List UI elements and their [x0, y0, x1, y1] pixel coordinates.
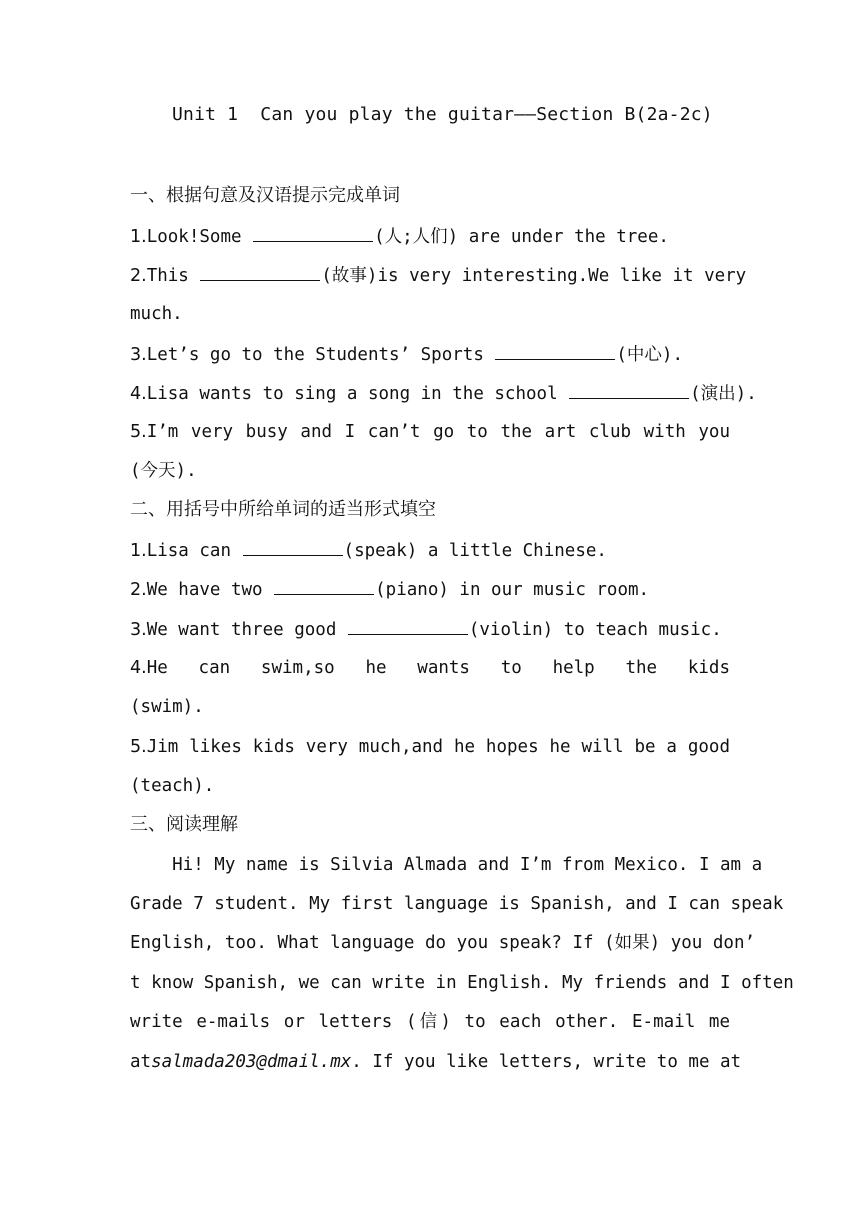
reading-passage-line: [130, 1049, 742, 1075]
part2-question-5-continued: (teach).: [130, 776, 215, 796]
question-text: (violin) to teach music.: [468, 620, 722, 640]
question-number: 5.: [130, 422, 147, 442]
section-1-heading: 一、根据句意及汉语提示完成单词: [130, 185, 400, 206]
passage-text: at: [130, 1052, 152, 1072]
email-address: salmada203@dmail.mx: [151, 1052, 352, 1072]
question-text: We want three good: [146, 620, 347, 640]
answer-blank[interactable]: [348, 616, 468, 635]
part2-question-2: [130, 576, 730, 602]
answer-blank[interactable]: [253, 223, 373, 242]
question-number: 2.: [130, 266, 147, 286]
question-number: 5.: [130, 737, 147, 757]
answer-blank[interactable]: [569, 380, 689, 399]
part1-question-5-continued: (今天).: [130, 461, 197, 481]
question-text: (故事)is very interesting.We like it very: [321, 266, 747, 286]
question-text: (中心).: [616, 345, 683, 365]
question-text: Look!Some: [146, 227, 253, 247]
question-number: 2.: [130, 580, 147, 600]
section-2-heading: 二、用括号中所给单词的适当形式填空: [130, 499, 436, 520]
reading-passage-line: Hi! My name is Silvia Almada and I’m from Mexico. I am a: [130, 855, 763, 875]
question-text: Jim likes kids very much,and he hopes he will be a good: [146, 737, 730, 757]
question-text: I’m very busy and I can’t go to the art club with you: [146, 422, 730, 442]
part1-question-5: [130, 419, 730, 445]
answer-blank[interactable]: [495, 341, 615, 360]
part2-question-4: [130, 655, 730, 681]
question-text: (人;人们) are under the tree.: [374, 227, 669, 247]
reading-passage-line: t know Spanish, we can write in English. My friends and I often: [130, 973, 794, 993]
answer-blank[interactable]: [243, 537, 343, 556]
part2-question-5: [130, 734, 730, 760]
passage-text: . If you like letters, write to me at: [351, 1052, 742, 1072]
part1-question-4: [130, 380, 757, 406]
question-text: Lisa wants to sing a song in the school: [146, 384, 569, 404]
section-3-heading: 三、阅读理解: [130, 814, 238, 835]
part1-question-3: [130, 341, 730, 367]
answer-blank[interactable]: [200, 262, 320, 281]
question-number: 4.: [130, 658, 147, 678]
question-text: (speak) a little Chinese.: [343, 541, 607, 561]
question-text: This: [146, 266, 200, 286]
question-number: 3.: [130, 345, 147, 365]
part2-question-4-continued: (swim).: [130, 697, 204, 717]
question-number: 3.: [130, 620, 147, 640]
part1-question-2: [130, 262, 747, 288]
question-text: He can swim,so he wants to help the kids: [146, 658, 730, 678]
part2-question-3: [130, 616, 730, 642]
question-text: (piano) in our music room.: [375, 580, 650, 600]
question-number: 1.: [130, 541, 147, 561]
question-text: Lisa can: [146, 541, 242, 561]
answer-blank[interactable]: [274, 576, 374, 595]
question-number: 4.: [130, 384, 147, 404]
reading-passage-line: write e-mails or letters (信) to each other. E-mail me: [130, 1012, 730, 1032]
question-number: 1.: [130, 227, 147, 247]
reading-passage-line: Grade 7 student. My first language is Spanish, and I can speak: [130, 894, 784, 914]
question-text: (演出).: [690, 384, 757, 404]
part1-question-1: [130, 223, 730, 249]
part1-question-2-continued: much.: [130, 304, 183, 324]
part2-question-1: [130, 537, 730, 563]
question-text: We have two: [146, 580, 274, 600]
reading-passage-line: English, too. What language do you speak? If (如果) you don’: [130, 933, 756, 953]
question-text: Let’s go to the Students’ Sports: [146, 345, 495, 365]
page-title: Unit 1 Can you play the guitar——Section B(2a-2c): [172, 104, 713, 125]
